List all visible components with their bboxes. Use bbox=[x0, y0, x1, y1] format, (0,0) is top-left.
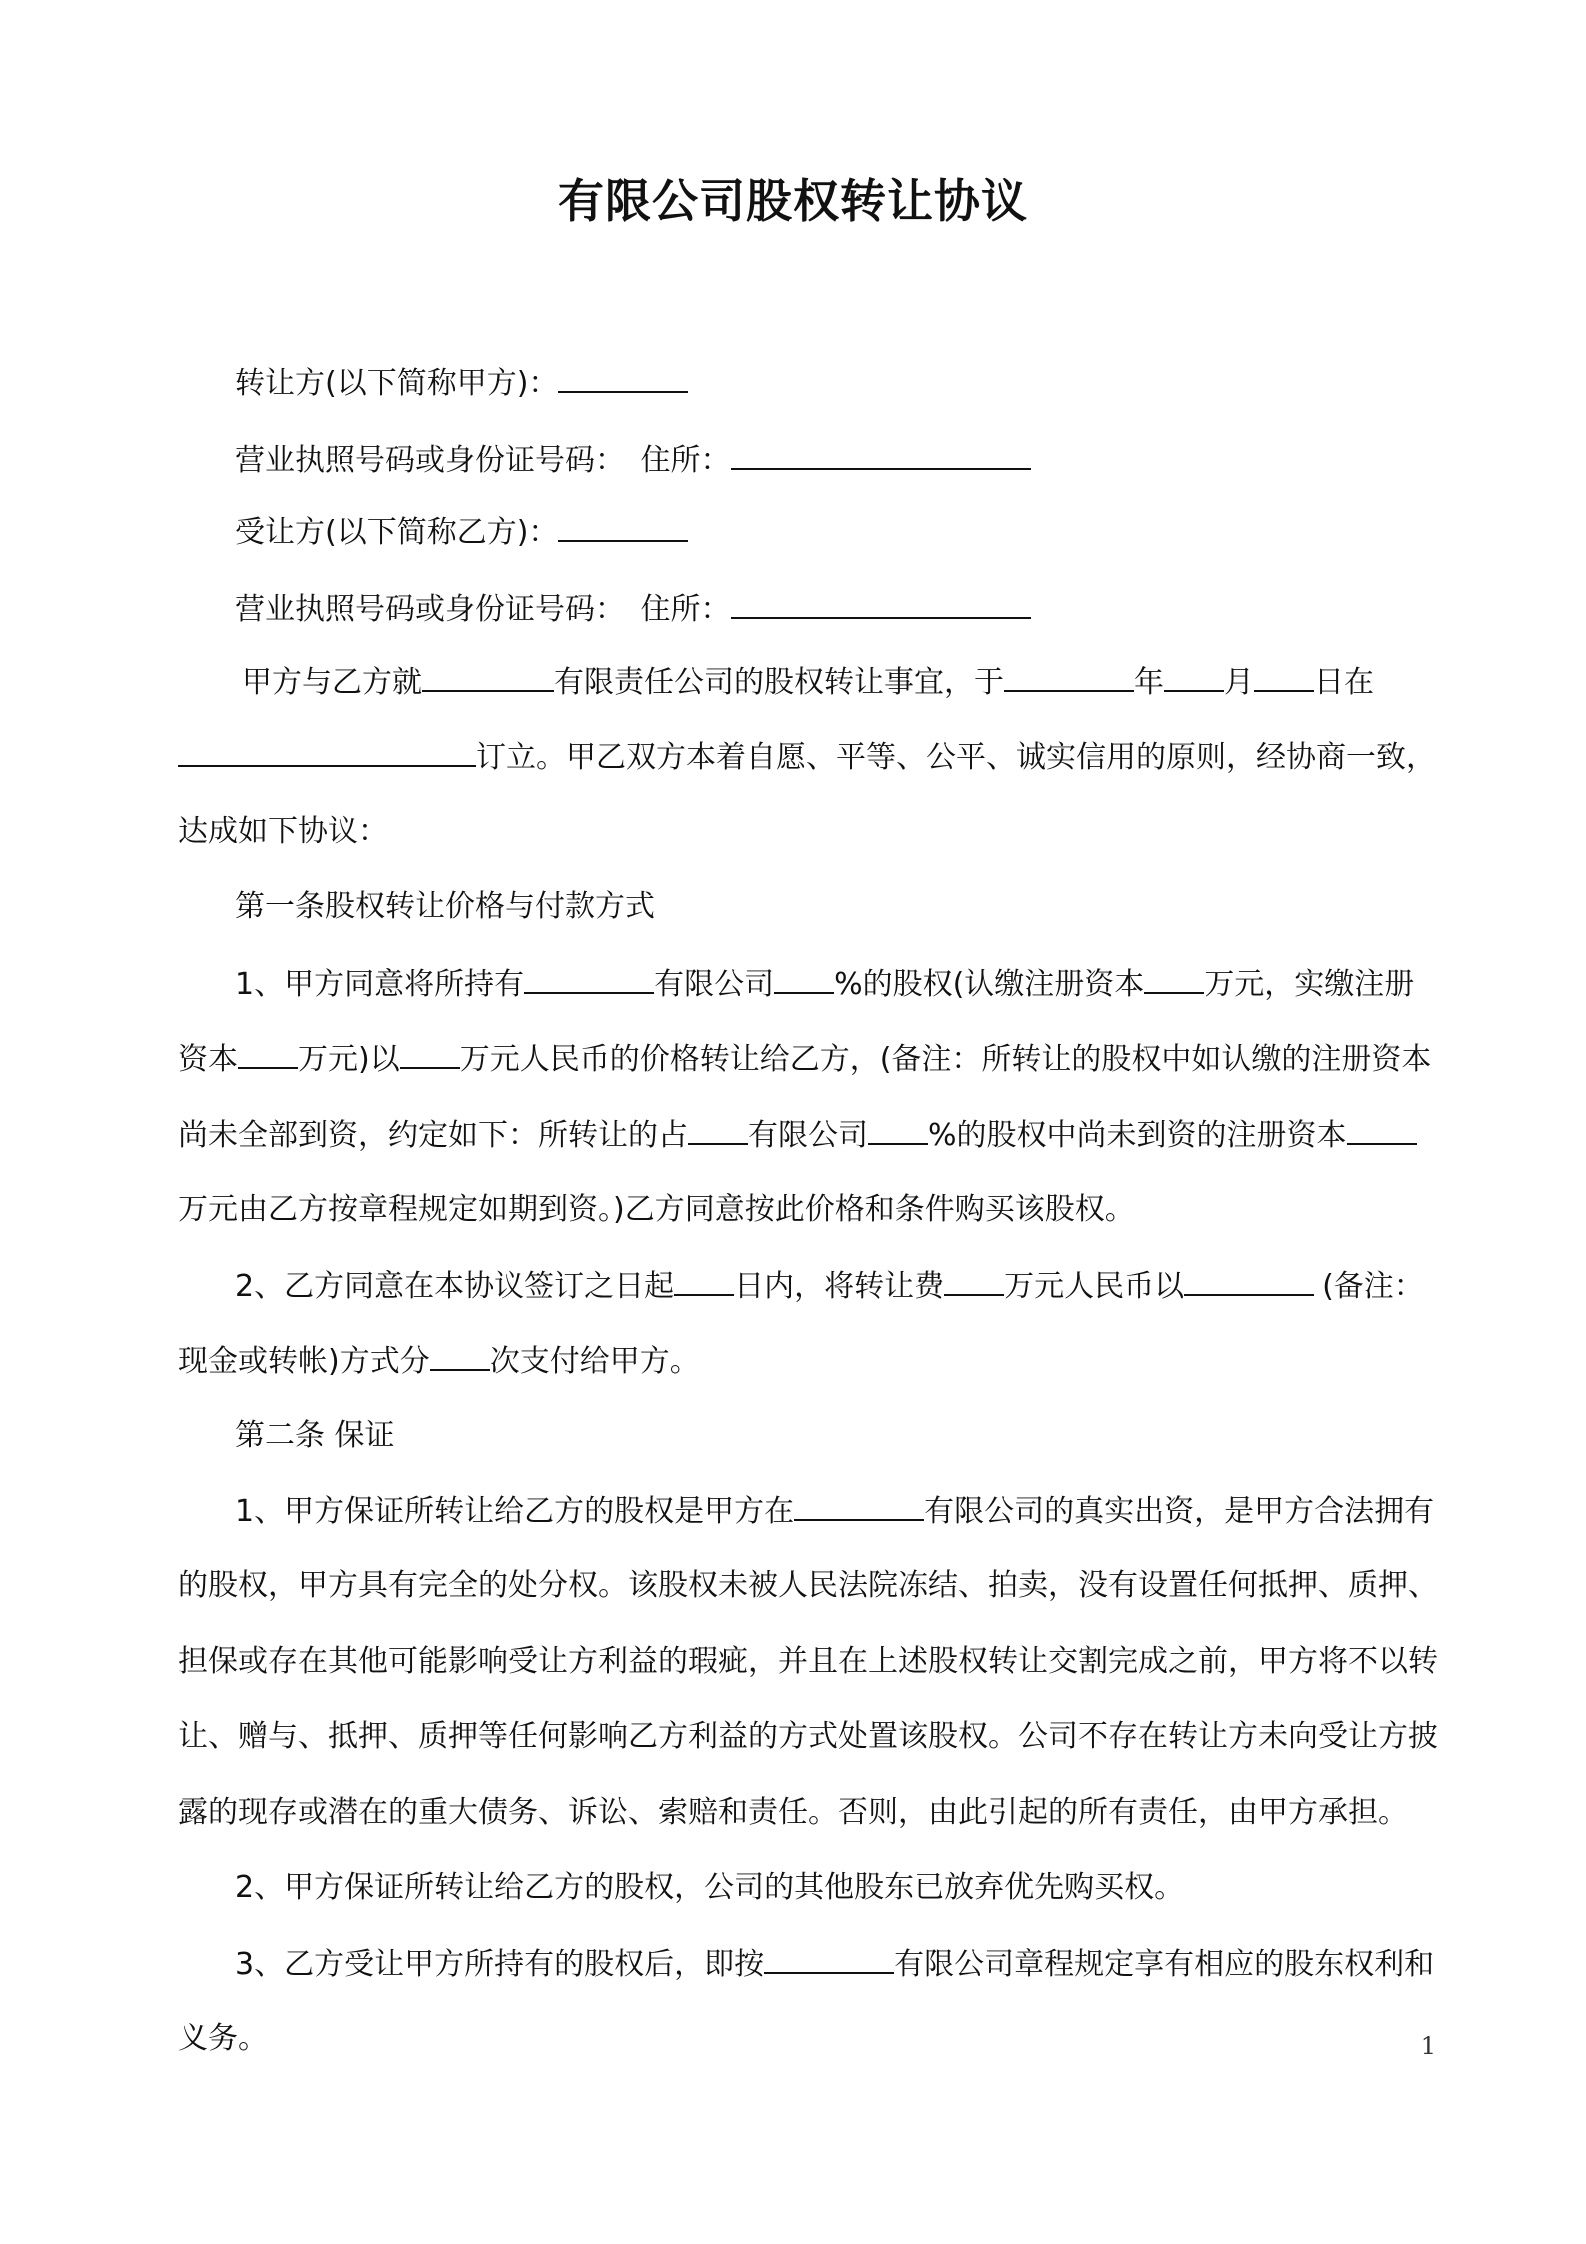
article-1-p1-line-1 bbox=[235, 964, 1414, 1005]
article-2-p1-line-4: 让、赠与、抵押、质押等任何影响乙方利益的方式处置该股权。公司不存在转让方未向受让方披 bbox=[178, 1719, 1438, 1754]
party-a-id-line bbox=[235, 440, 1031, 481]
party-b-address-blank bbox=[731, 589, 1031, 619]
intro-text: 有限责任公司的股权转让事宜，于 bbox=[554, 665, 1004, 700]
company-blank bbox=[794, 1491, 924, 1521]
article-2-p1-line-1 bbox=[235, 1491, 1434, 1532]
article-2-p3-line-1 bbox=[235, 1944, 1434, 1985]
clause-text: 万元，实缴注册 bbox=[1204, 967, 1415, 1002]
intro-text: 达成如下协议： bbox=[178, 814, 388, 849]
party-a-label: 转让方(以下简称甲方)： bbox=[235, 366, 559, 401]
page-number: 1 bbox=[1420, 2032, 1436, 2060]
article-2-p2-line: 2、甲方保证所转让给乙方的股权，公司的其他股东已放弃优先购买权。 bbox=[235, 1870, 1185, 1905]
party-b-label: 受让方(以下简称乙方)： bbox=[235, 515, 559, 550]
party-a-address-blank bbox=[731, 440, 1031, 470]
article-2-heading: 第二条 保证 bbox=[235, 1418, 395, 1453]
clause-text: 日内，将转让费 bbox=[734, 1269, 945, 1304]
clause-text: 尚未全部到资，约定如下：所转让的占 bbox=[178, 1118, 688, 1153]
party-a-id-label: 营业执照号码或身份证号码： bbox=[235, 443, 625, 478]
party-b-id-label: 营业执照号码或身份证号码： bbox=[235, 592, 625, 627]
intro-year-blank bbox=[1004, 662, 1134, 692]
article-2-p1-line-2: 的股权，甲方具有完全的处分权。该股权未被人民法院冻结、拍卖，没有设置任何抵押、质押、 bbox=[178, 1568, 1438, 1603]
intro-year-label: 年 bbox=[1134, 665, 1164, 700]
percent-blank bbox=[774, 964, 834, 994]
article-2-p1-line-5: 露的现存或潜在的重大债务、诉讼、索赔和责任。否则，由此引起的所有责任，由甲方承担。 bbox=[178, 1795, 1408, 1830]
clause-text: 2、乙方同意在本协议签订之日起 bbox=[235, 1269, 675, 1304]
clause-text: (备注： bbox=[1322, 1269, 1424, 1304]
intro-day-blank bbox=[1254, 662, 1314, 692]
clause-text: 1、甲方保证所转让给乙方的股权是甲方在 bbox=[235, 1494, 795, 1529]
article-1-p1-line-4: 万元由乙方按章程规定如期到资。)乙方同意按此价格和条件购买该股权。 bbox=[178, 1192, 1135, 1227]
intro-line-3 bbox=[178, 812, 388, 852]
intro-line-2 bbox=[178, 737, 1436, 778]
price-blank bbox=[400, 1039, 460, 1069]
company-blank bbox=[524, 964, 654, 994]
clause-text: 现金或转帐)方式分 bbox=[178, 1344, 430, 1379]
clause-text: 万元人民币以 bbox=[1004, 1269, 1185, 1304]
article-1-p2-line-1 bbox=[235, 1266, 1424, 1307]
party-a-address-label: 住所： bbox=[640, 443, 731, 478]
intro-company-blank bbox=[422, 662, 554, 692]
party-b-address-label: 住所： bbox=[640, 592, 731, 627]
company-blank bbox=[688, 1115, 748, 1145]
unpaid-capital-blank bbox=[1347, 1115, 1417, 1145]
company-blank bbox=[764, 1944, 894, 1974]
article-1-p1-line-2 bbox=[178, 1039, 1431, 1080]
party-a-blank bbox=[558, 363, 688, 393]
party-b-blank bbox=[558, 512, 688, 542]
intro-month-label: 月 bbox=[1224, 665, 1254, 700]
intro-text: 日在 bbox=[1314, 665, 1374, 700]
article-1-p1-line-3 bbox=[178, 1115, 1417, 1156]
intro-text: 甲方与乙方就 bbox=[242, 665, 422, 700]
intro-month-blank bbox=[1164, 662, 1224, 692]
clause-text: 万元)以 bbox=[298, 1042, 400, 1077]
article-2-p1-line-3: 担保或存在其他可能影响受让方利益的瑕疵，并且在上述股权转让交割完成之前，甲方将不以转 bbox=[178, 1644, 1438, 1679]
fee-blank bbox=[944, 1266, 1004, 1296]
subscribed-capital-blank bbox=[1144, 964, 1204, 994]
clause-text: 有限公司 bbox=[748, 1118, 868, 1153]
clause-text: 有限公司的真实出资，是甲方合法拥有 bbox=[924, 1494, 1435, 1529]
article-1-heading: 第一条股权转让价格与付款方式 bbox=[235, 889, 655, 924]
clause-text: 3、乙方受让甲方所持有的股权后，即按 bbox=[235, 1947, 765, 1982]
party-b-id-line bbox=[235, 589, 1031, 630]
paid-capital-blank bbox=[238, 1039, 298, 1069]
party-b-line bbox=[235, 512, 688, 553]
payment-method-blank bbox=[1184, 1266, 1314, 1296]
article-1-p2-line-2 bbox=[178, 1341, 700, 1382]
clause-text: 有限公司 bbox=[654, 967, 775, 1002]
document-title: 有限公司股权转让协议 bbox=[558, 174, 1028, 228]
clause-text: 万元人民币的价格转让给乙方，(备注：所转让的股权中如认缴的注册资本 bbox=[459, 1042, 1432, 1077]
intro-text: 订立。甲乙双方本着自愿、平等、公平、诚实信用的原则，经协商一致， bbox=[476, 740, 1436, 775]
clause-text: %的股权中尚未到资的注册资本 bbox=[928, 1118, 1347, 1153]
percent-blank bbox=[868, 1115, 928, 1145]
clause-text: 1、甲方同意将所持有 bbox=[235, 967, 525, 1002]
clause-text: %的股权(认缴注册资本 bbox=[834, 967, 1145, 1002]
intro-line-1 bbox=[242, 662, 1374, 703]
clause-text: 有限公司章程规定享有相应的股东权利和 bbox=[894, 1947, 1435, 1982]
days-blank bbox=[674, 1266, 734, 1296]
article-2-p3-line-2: 义务。 bbox=[178, 2021, 268, 2056]
intro-place-blank bbox=[178, 737, 476, 767]
party-a-line bbox=[235, 363, 688, 404]
installments-blank bbox=[430, 1341, 490, 1371]
clause-text: 资本 bbox=[178, 1042, 238, 1077]
clause-text: 次支付给甲方。 bbox=[489, 1344, 700, 1379]
